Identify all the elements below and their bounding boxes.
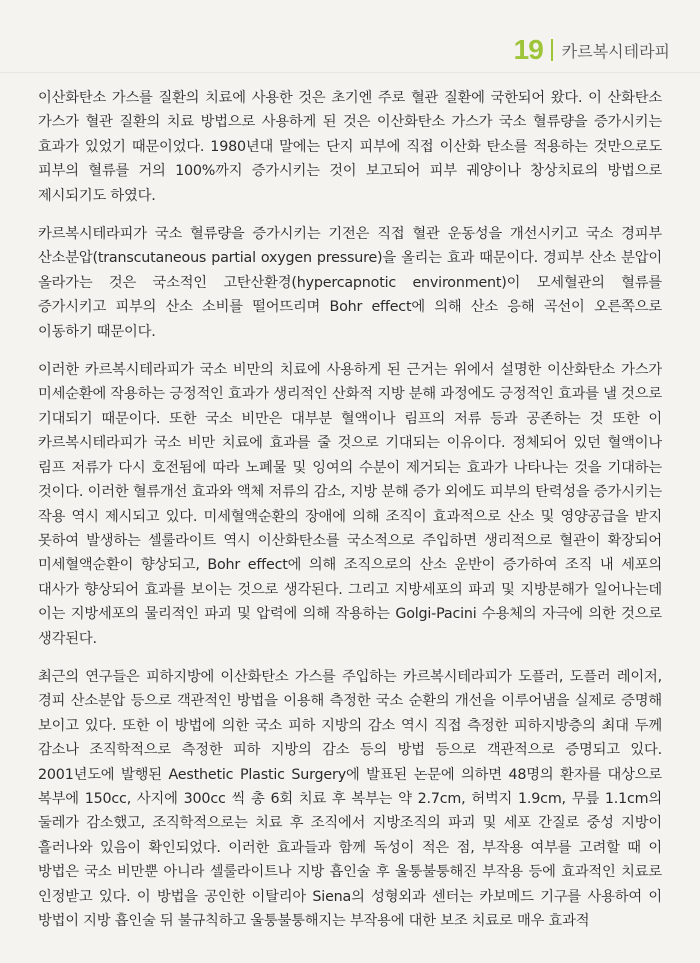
header-divider xyxy=(551,39,553,61)
chapter-number: 19 xyxy=(513,34,543,65)
paragraph-1: 이산화탄소 가스를 질환의 치료에 사용한 것은 초기엔 주로 혈관 질환에 국한되어 왔다. 이 산화탄소 가스가 혈관 질환의 치료 방법으로 사용하게 된 것은 이산화탄소 가스가 국소 혈류량을 증가시키는 효과가 있었기 때문이었다. 1980년대 말에는 단지 피부에 직접 이산화 탄소를 적용하는 것만으로도 피부의 혈류를 거의 100%까지 증가시키는 것이 보고되어 피부 궤양이나 창상치료의 방법으로 제시되기도 하였다. xyxy=(38,90,662,204)
running-header xyxy=(514,30,670,70)
header-rule xyxy=(0,72,700,73)
paragraph-4: 최근의 연구들은 피하지방에 이산화탄소 가스를 주입하는 카르복시테라피가 도플러, 도플러 레이저, 경피 산소분압 등으로 객관적인 방법을 이용해 측정한 국소 순환의 개선을 이루어냄을 실제로 증명해 보이고 있다. 또한 이 방법에 의한 국소 피하 지방의 감소 역시 직접 측정한 피하지방층의 최대 두께 감소나 조직학적으로 측정한 피하 지방의 감소 등의 방법 등으로 객관적으로 증명되고 있다. 2001년도에 발행된 Aesthetic Plastic Surgery에 발표된 논문에 의하면 48명의 환자를 대상으로 복부에 150cc, 사지에 300cc 씩 총 6회 치료 후 복부는 약 2.7cm, 허벅지 1.9cm, 무릎 1.1cm의 둘레가 감소했고, 조직학적으로는 치료 후 조직에서 지방조직의 파괴 및 세포 간질로 중성 지방이 흘러나와 있음이 확인되었다. 이러한 효과들과 함께 독성이 적은 점, 부작용 여부를 고려할 때 이 방법은 국소 비만뿐 아니라 셀룰라이트나 지방 흡인술 후 울퉁불퉁해진 부작용 등에 효과적인 치료로 인정받고 있다. 이 방법을 공인한 이탈리아 Siena의 성형외과 센터는 카보메드 기구를 사용하여 이 방법이 지방 흡인술 뒤 불규칙하고 울퉁불퉁해지는 부작용에 대한 보조 치료로 매우 효과적 xyxy=(38,668,662,929)
paragraph-2: 카르복시테라피가 국소 혈류량을 증가시키는 기전은 직접 혈관 운동성을 개선시키고 국소 경피부 산소분압(transcutaneous partial oxygen pressure)을 올리는 효과 때문이다. 경피부 산소 분압이 올라가는 것은 국소적인 고탄산환경(hypercapnotic environment)이 모세혈관의 혈류를 증가시키고 피부의 산소 소비를 떨어뜨리며 Bohr effect에 의해 산소 응해 곡선이 오른쪽으로 이동하기 때문이다. xyxy=(38,226,662,340)
paragraph-3: 이러한 카르복시테라피가 국소 비만의 치료에 사용하게 된 근거는 위에서 설명한 이산화탄소 가스가 미세순환에 작용하는 긍정적인 효과가 생리적인 산화적 지방 분해 과정에도 긍정적인 효과를 낼 것으로 기대되기 때문이다. 또한 국소 비만은 대부분 혈액이나 림프의 저류 등과 공존하는 것 또한 이 카르복시테라피가 국소 비만 치료에 효과를 줄 것으로 기대되는 이유이다. 정체되어 있던 혈액이나 림프 저류가 다시 호전됨에 따라 노폐물 및 잉여의 수분이 제거되는 효과가 나타나는 것을 기대하는 것이다. 이러한 혈류개선 효과와 액체 저류의 감소, 지방 분해 증가 외에도 피부의 탄력성을 증가시키는 작용 역시 제시되고 있다. 미세혈액순환의 장애에 의해 조직이 효과적으로 산소 및 영양공급을 받지 못하여 발생하는 셀룰라이트 역시 이산화탄소를 국소적으로 주입하면 생리적으로 혈관이 확장되어 미세혈액순환이 향상되고, Bohr effect에 의해 조직으로의 산소 운반이 증가하여 조직 내 세포의 대사가 향상되어 효과를 보이는 것으로 생각된다. 그리고 지방세포의 파괴 및 지방분해가 일어나는데 이는 지방세포의 물리적인 파괴 및 압력에 의해 작용하는 Golgi-Pacini 수용체의 자극에 의한 것으로 생각된다. xyxy=(38,362,662,647)
chapter-title: 카르복시테라피 xyxy=(561,41,670,61)
body-text xyxy=(38,86,662,947)
